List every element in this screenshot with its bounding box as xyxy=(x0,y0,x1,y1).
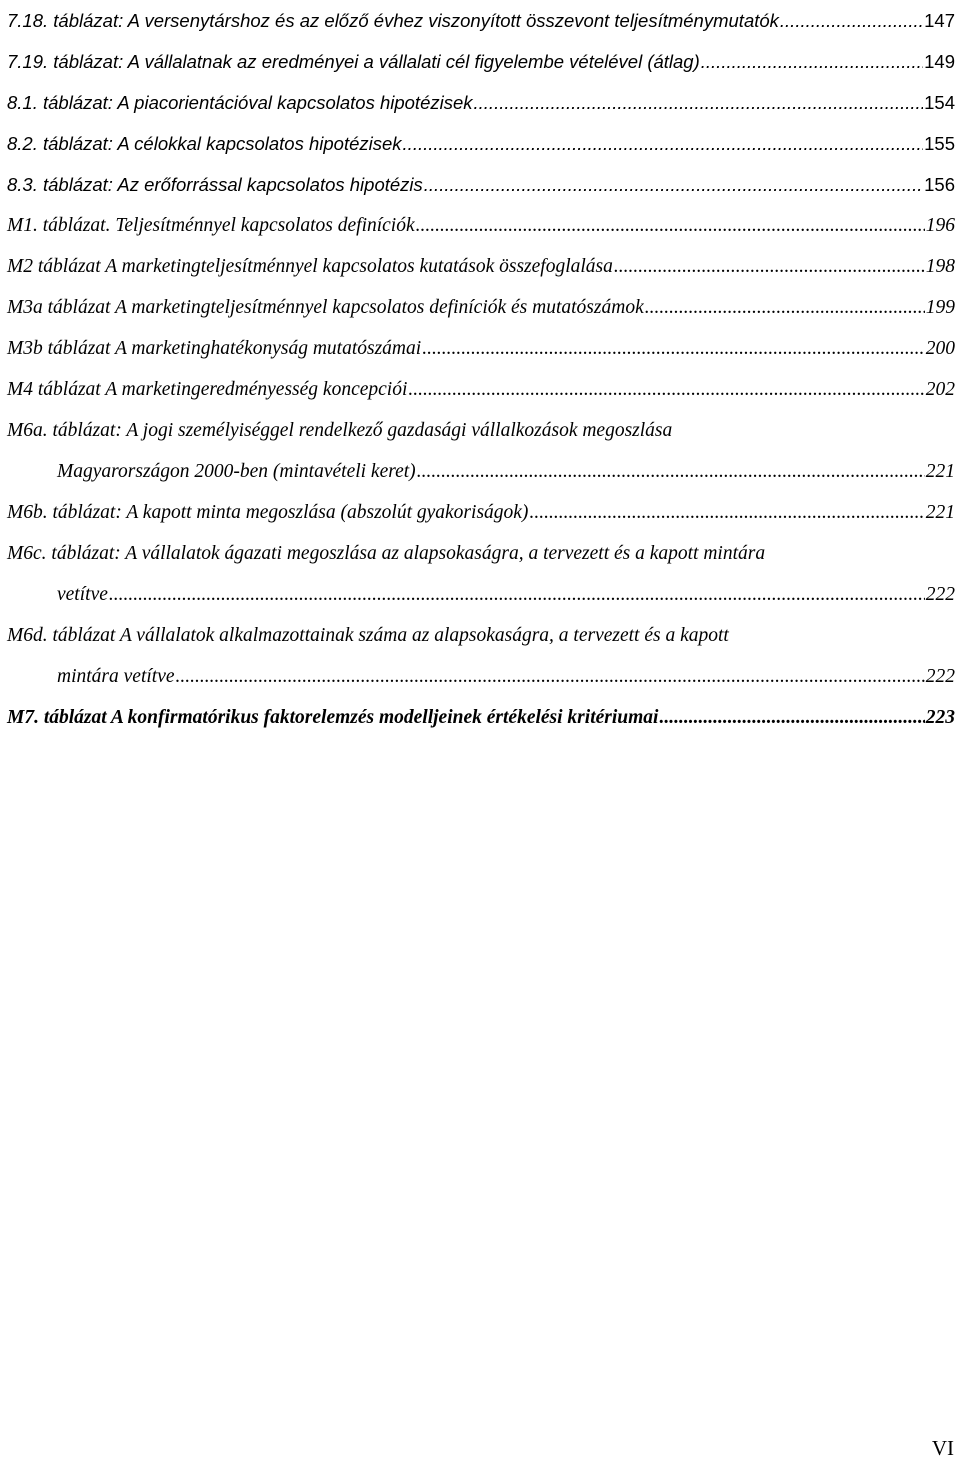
toc-entry-m4[interactable] xyxy=(7,369,955,410)
toc-entry-label: 7.19. táblázat: A vállalatnak az eredményei a vállalati cél figyelembe vételével (átlag) xyxy=(7,51,700,72)
toc-entry-label: 8.3. táblázat: Az erőforrással kapcsolatos hipotézis xyxy=(7,174,423,195)
toc-entry-page: 156 xyxy=(924,174,955,195)
toc-entry-label-line2: vetítve xyxy=(57,584,108,605)
toc-entry-page: 222 xyxy=(925,584,955,605)
toc-entry-page: 154 xyxy=(924,92,955,113)
toc-entry-page: 222 xyxy=(925,666,955,687)
toc-entry-label: M2 táblázat A marketingteljesítménnyel kapcsolatos kutatások összefoglalása xyxy=(7,256,613,277)
toc-entry-label-line2: mintára vetítve xyxy=(57,666,175,687)
toc-entry-page: 149 xyxy=(924,51,955,72)
toc-entry-m6c[interactable] xyxy=(7,533,955,615)
toc-entry-m6b[interactable] xyxy=(7,492,955,533)
toc-entry-label-line1: M6c. táblázat: A vállalatok ágazati megoszlása az alapsokaságra, a tervezett és a kapott mintára xyxy=(7,543,766,564)
toc-entry-m1[interactable] xyxy=(7,205,955,246)
dot-leader xyxy=(701,41,923,82)
toc-entry-label: 8.2. táblázat: A célokkal kapcsolatos hipotézisek xyxy=(7,133,402,154)
toc-entry-page: 199 xyxy=(925,297,955,318)
toc-entry-m3a[interactable] xyxy=(7,287,955,328)
toc-entry-m6d[interactable] xyxy=(7,615,955,697)
toc-entry-label: M7. táblázat A konfirmatórikus faktorelemzés modelljeinek értékelési kritériumai xyxy=(7,707,659,728)
dot-leader xyxy=(474,82,924,123)
dot-leader xyxy=(417,451,925,492)
dot-leader xyxy=(176,656,925,697)
page-number: VI xyxy=(931,1436,954,1460)
dot-leader xyxy=(424,164,923,205)
dot-leader xyxy=(109,574,925,615)
toc-entry-8-3[interactable] xyxy=(7,164,955,205)
toc-entry-page: 155 xyxy=(924,133,955,154)
toc-entry-m3b[interactable] xyxy=(7,328,955,369)
toc-entry-m2[interactable] xyxy=(7,246,955,287)
toc-entry-page: 198 xyxy=(925,256,955,277)
toc-entry-label: M4 táblázat A marketingeredményesség koncepciói xyxy=(7,379,408,400)
toc-entry-7-19[interactable] xyxy=(7,41,955,82)
toc-entry-label-line1: M6a. táblázat: A jogi személyiséggel rendelkező gazdasági vállalkozások megoszlása xyxy=(7,420,673,441)
toc-entry-8-2[interactable] xyxy=(7,123,955,164)
toc-entry-page: 221 xyxy=(925,502,955,523)
dot-leader xyxy=(408,369,924,410)
toc-entry-label: 8.1. táblázat: A piacorientációval kapcsolatos hipotézisek xyxy=(7,92,473,113)
dot-leader xyxy=(403,123,924,164)
toc-entry-m6a[interactable] xyxy=(7,410,955,492)
dot-leader xyxy=(529,492,924,533)
toc-entry-label: M3a táblázat A marketingteljesítménnyel kapcsolatos definíciók és mutatószámok xyxy=(7,297,644,318)
toc-entry-page: 200 xyxy=(925,338,955,359)
toc-entry-label: M3b táblázat A marketinghatékonyság mutatószámai xyxy=(7,338,422,359)
dot-leader xyxy=(614,246,925,287)
toc-entry-page: 196 xyxy=(925,215,955,236)
toc-entry-label: M6b. táblázat: A kapott minta megoszlása (abszolút gyakoriságok) xyxy=(7,502,529,523)
toc-entry-page: 221 xyxy=(925,461,955,482)
toc-entry-label-line1: M6d. táblázat A vállalatok alkalmazottainak száma az alapsokaságra, a tervezett és a kapott xyxy=(7,625,729,646)
toc-entry-8-1[interactable] xyxy=(7,82,955,123)
dot-leader xyxy=(659,697,924,738)
toc-entry-page: 147 xyxy=(924,10,955,31)
dot-leader xyxy=(416,205,925,246)
toc-entry-7-18[interactable] xyxy=(7,0,955,41)
toc-entry-page: 202 xyxy=(925,379,955,400)
dot-leader xyxy=(780,0,923,41)
table-of-tables xyxy=(7,0,955,738)
toc-entry-label: M1. táblázat. Teljesítménnyel kapcsolatos definíciók xyxy=(7,215,415,236)
toc-entry-label: 7.18. táblázat: A versenytárshoz és az előző évhez viszonyított összevont teljesítménymutatók xyxy=(7,10,779,31)
dot-leader xyxy=(645,287,925,328)
toc-entry-label-line2: Magyarországon 2000-ben (mintavételi keret) xyxy=(57,461,416,482)
toc-entry-page: 223 xyxy=(925,707,955,728)
dot-leader xyxy=(422,328,925,369)
toc-entry-m7[interactable] xyxy=(7,697,955,738)
